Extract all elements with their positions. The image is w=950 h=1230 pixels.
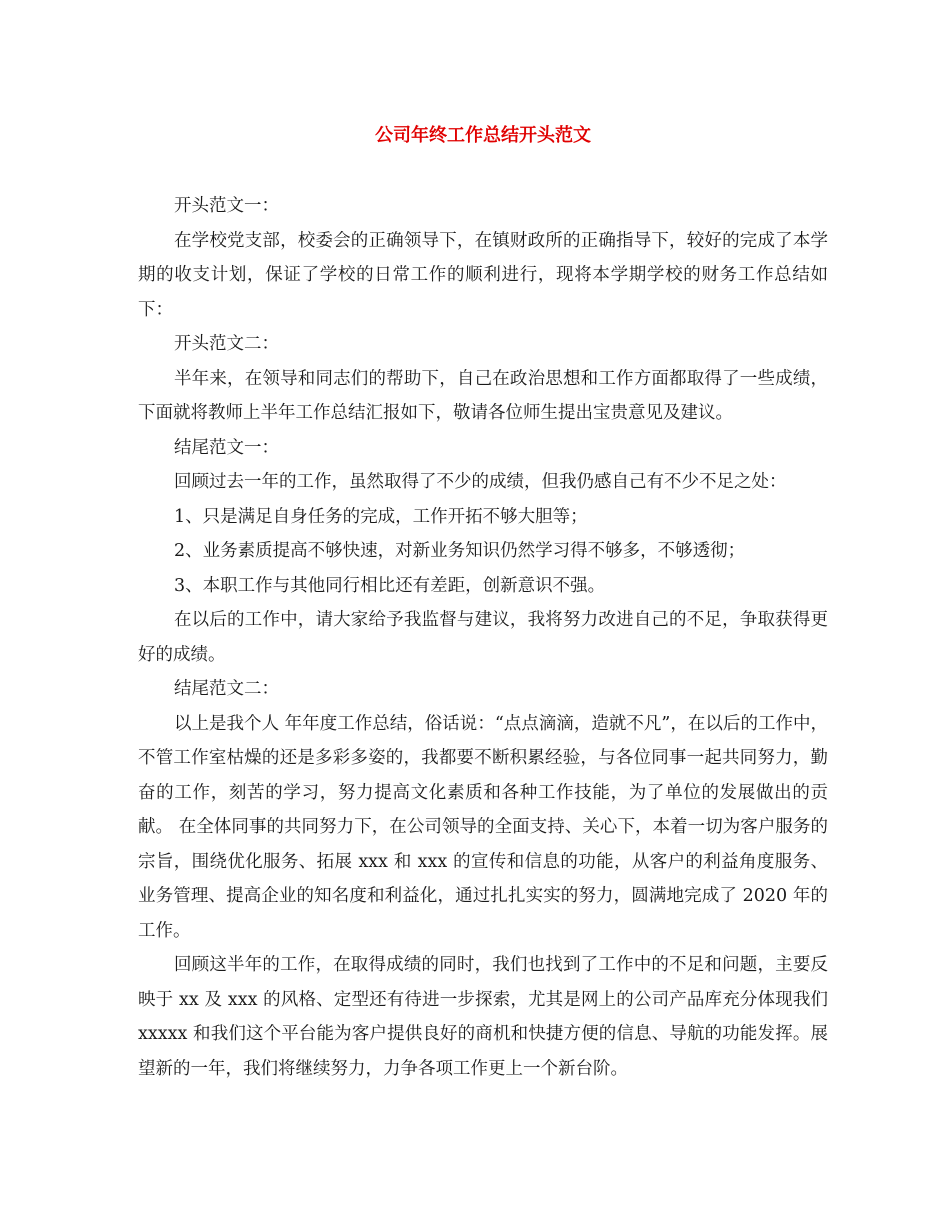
document-title: 公司年终工作总结开头范文 [375, 125, 591, 146]
paragraph-opening-1: 在学校党支部，校委会的正确领导下，在镇财政所的正确指导下，较好的完成了本学期的收支计划，保证了学校的日常工作的顺利进行，现将本学期学校的财务工作总结如下： [138, 230, 828, 320]
heading-opening-1: 开头范文一： [174, 196, 279, 216]
heading-closing-2: 结尾范文二： [174, 679, 279, 699]
heading-opening-2: 开头范文二： [174, 334, 279, 354]
list-item-3: 3、本职工作与其他同行相比还有差距，创新意识不强。 [174, 575, 606, 596]
heading-closing-1: 结尾范文一： [174, 437, 279, 458]
list-item-2: 2、业务素质提高不够快速，对新业务知识仍然学习得不够多，不够透彻； [174, 541, 746, 561]
document-body [138, 189, 828, 1086]
paragraph-opening-2: 半年来，在领导和同志们的帮助下，自己在政治思想和工作方面都取得了一些成绩，下面就将教师上半年工作总结汇报如下，敬请各位师生提出宝贵意见及建议。 [138, 368, 828, 423]
paragraph-closing-1: 回顾过去一年的工作，虽然取得了不少的成绩，但我仍感自己有不少不足之处： [174, 472, 787, 492]
paragraph-closing-1-end: 在以后的工作中，请大家给予我监督与建议，我将努力改进自己的不足，争取获得更好的成绩。 [138, 610, 828, 665]
paragraph-review: 回顾这半年的工作，在取得成绩的同时，我们也找到了工作中的不足和问题，主要反映于 xx 及 xxx 的风格、定型还有待进一步探索，尤其是网上的公司产品库充分体现我们 xxxxx 和我们这个平台能为客户提供良好的商机和快捷方便的信息、导航的功能发挥。展望新的一年，我们将继续努力，力争各项工作更上一个新台阶。 [138, 955, 828, 1079]
list-item-1: 1、只是满足自身任务的完成，工作开拓不够大胆等； [174, 506, 588, 527]
paragraph-closing-2: 以上是我个人 年年度工作总结，俗话说：“点点滴滴，造就不凡”，在以后的工作中，不管工作室枯燥的还是多彩多姿的，我都要不断积累经验，与各位同事一起共同努力，勤奋的工作，刻苦的学习，努力提高文化素质和各种工作技能，为了单位的发展做出的贡献。 在全体同事的共同努力下，在公司领导的全面支持、关心下，本着一切为客户服务的宗旨，围绕优化服务、拓展 xxx 和 xxx 的宣传和信息的功能，从客户的利益角度服务、业务管理、提高企业的知名度和利益化，通过扎扎实实的努力，圆满地完成了 2020 年的工作。 [138, 713, 828, 941]
